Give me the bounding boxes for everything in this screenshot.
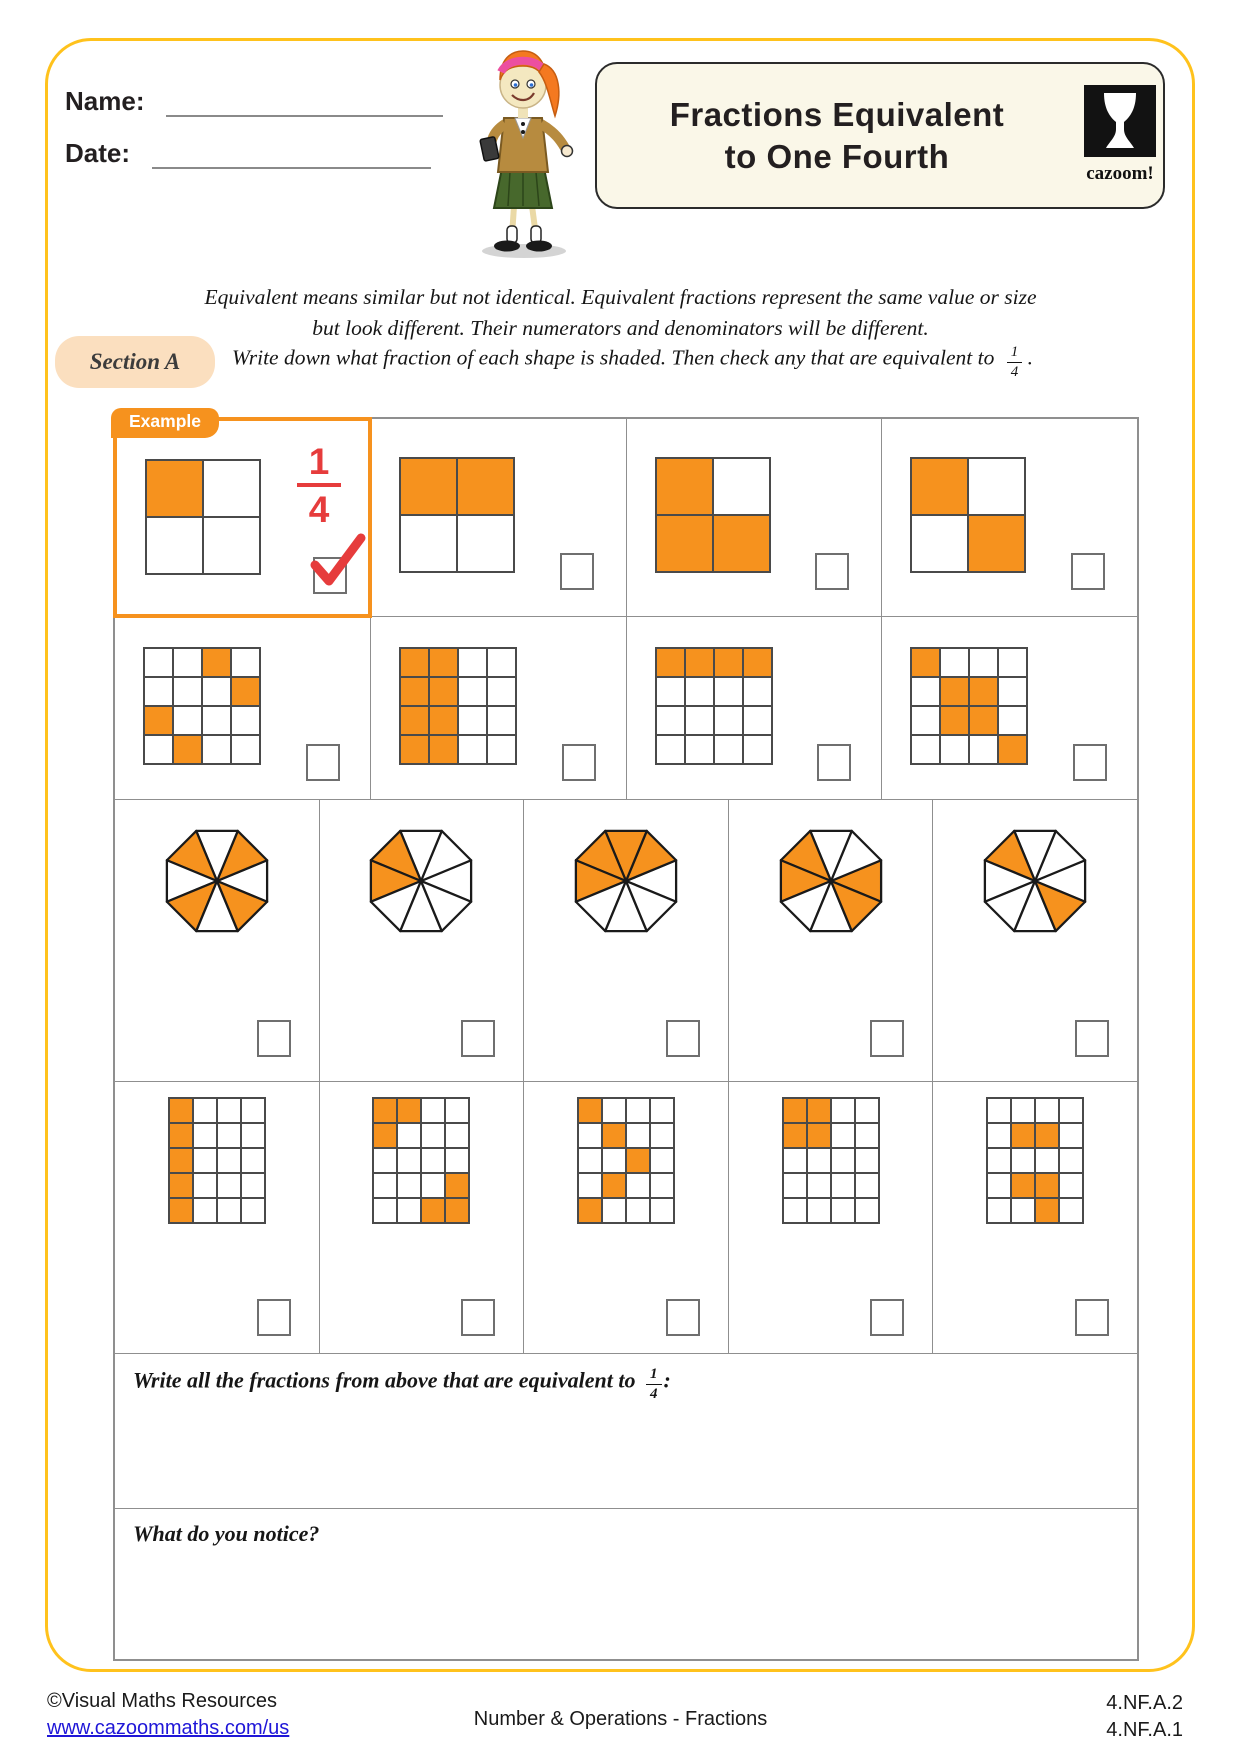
grid-cell xyxy=(686,678,713,705)
grid-cell xyxy=(579,1124,601,1147)
worksheet-cell-row1-3 xyxy=(626,419,882,616)
grid-cell xyxy=(145,649,172,676)
grid-cell xyxy=(715,678,742,705)
grid-fraction-shape xyxy=(143,647,261,765)
grid-cell xyxy=(657,707,684,734)
grid-cell xyxy=(988,1124,1010,1147)
grid-cell xyxy=(579,1149,601,1172)
grid-fraction-shape xyxy=(399,457,515,573)
grid-cell xyxy=(398,1174,420,1197)
grid-cell xyxy=(203,707,230,734)
worksheet-cell-row3-1 xyxy=(115,800,319,1081)
grid-cell-shaded xyxy=(744,649,771,676)
grid-cell xyxy=(714,459,769,514)
worksheet-cell-row2-3 xyxy=(626,617,882,799)
cazoom-goblet-icon xyxy=(1084,85,1156,157)
grid-cell-shaded xyxy=(657,649,684,676)
answer-checkbox[interactable] xyxy=(666,1299,700,1336)
fraction-numerator: 1 xyxy=(646,1366,662,1385)
grid-cell xyxy=(941,736,968,763)
question-1-fraction xyxy=(646,1366,662,1404)
grid-cell xyxy=(458,516,513,571)
question-2-box[interactable] xyxy=(115,1508,1137,1659)
grid-cell xyxy=(988,1174,1010,1197)
grid-cell xyxy=(856,1124,878,1147)
grid-cell xyxy=(194,1149,216,1172)
grid-cell xyxy=(686,707,713,734)
standard-code-2: 4.NF.A.1 xyxy=(1106,1719,1183,1741)
grid-cell-shaded xyxy=(398,1099,420,1122)
grid-cell xyxy=(988,1199,1010,1222)
grid-cell-shaded xyxy=(147,461,202,516)
grid-cell-shaded xyxy=(941,678,968,705)
grid-cell xyxy=(422,1124,444,1147)
worksheet-cell-row4-4 xyxy=(728,1082,933,1353)
grid-fraction-shape xyxy=(655,457,771,573)
grid-cell xyxy=(715,736,742,763)
title-line-2: to One Fourth xyxy=(724,137,950,175)
grid-cell xyxy=(1036,1099,1058,1122)
footer-center-text: Number & Operations - Fractions xyxy=(473,1708,768,1730)
grid-cell xyxy=(194,1174,216,1197)
footer-standards xyxy=(1106,1690,1183,1744)
answer-checkbox[interactable] xyxy=(1073,744,1107,781)
fraction-denominator: 4 xyxy=(650,1386,658,1403)
grid-cell xyxy=(627,1099,649,1122)
grid-cell-shaded xyxy=(374,1099,396,1122)
grid-fraction-shape xyxy=(910,647,1028,765)
grid-cell-shaded xyxy=(401,459,456,514)
grid-cell xyxy=(808,1149,830,1172)
fraction-numerator: 1 xyxy=(1007,344,1023,363)
answer-checkbox[interactable] xyxy=(306,744,340,781)
grid-cell-shaded xyxy=(170,1124,192,1147)
worksheet-cell-row4-5 xyxy=(932,1082,1137,1353)
answer-checkbox[interactable] xyxy=(870,1020,904,1057)
answer-checkbox[interactable] xyxy=(666,1020,700,1057)
grid-cell-shaded xyxy=(145,707,172,734)
octagon-fraction-shape xyxy=(362,822,480,945)
grid-cell xyxy=(174,649,201,676)
grid-cell xyxy=(459,649,486,676)
grid-cell xyxy=(912,678,939,705)
grid-cell-shaded xyxy=(579,1099,601,1122)
grid-cell xyxy=(579,1174,601,1197)
answer-checkbox[interactable] xyxy=(313,557,347,594)
grid-cell xyxy=(488,678,515,705)
worksheet-cell-row4-1 xyxy=(115,1082,319,1353)
grid-cell-shaded xyxy=(430,736,457,763)
grid-cell xyxy=(912,516,967,571)
grid-cell-shaded xyxy=(999,736,1026,763)
grid-cell xyxy=(488,707,515,734)
grid-cell-shaded xyxy=(170,1149,192,1172)
grid-cell xyxy=(147,518,202,573)
grid-cell xyxy=(446,1149,468,1172)
grid-cell xyxy=(174,678,201,705)
grid-cell-shaded xyxy=(232,678,259,705)
grid-cell xyxy=(941,649,968,676)
date-write-line[interactable] xyxy=(152,143,431,169)
grid-cell xyxy=(988,1149,1010,1172)
grid-cell xyxy=(204,518,259,573)
grid-cell-shaded xyxy=(657,459,712,514)
grid-cell-shaded xyxy=(401,707,428,734)
question-2-text: What do you notice? xyxy=(133,1521,320,1546)
grid-cell xyxy=(627,1124,649,1147)
grid-cell xyxy=(784,1174,806,1197)
grid-fraction-shape xyxy=(399,647,517,765)
grid-cell xyxy=(808,1199,830,1222)
grid-cell xyxy=(651,1099,673,1122)
grid-cell xyxy=(657,678,684,705)
grid-cell xyxy=(657,736,684,763)
shape-row-3 xyxy=(115,799,1137,1081)
grid-cell-shaded xyxy=(686,649,713,676)
grid-cell xyxy=(422,1174,444,1197)
grid-cell xyxy=(999,678,1026,705)
grid-cell-shaded xyxy=(170,1099,192,1122)
worksheet-cell-row2-4 xyxy=(881,617,1137,799)
worksheet-cell-row1-2 xyxy=(370,419,626,616)
grid-cell-shaded xyxy=(808,1124,830,1147)
intro-line-2: but look different. Their numerators and denominators will be different. xyxy=(312,315,929,340)
octagon-fraction-shape xyxy=(976,822,1094,945)
grid-cell-shaded xyxy=(970,707,997,734)
grid-cell xyxy=(912,707,939,734)
grid-cell xyxy=(242,1149,264,1172)
grid-cell-shaded xyxy=(446,1174,468,1197)
grid-cell xyxy=(832,1124,854,1147)
cartoon-girl-illustration xyxy=(462,40,584,267)
grid-cell xyxy=(218,1174,240,1197)
grid-cell xyxy=(832,1149,854,1172)
grid-cell-shaded xyxy=(1012,1124,1034,1147)
answer-checkbox[interactable] xyxy=(1075,1299,1109,1336)
grid-fraction-shape xyxy=(910,457,1026,573)
title-box xyxy=(595,62,1165,209)
grid-cell xyxy=(1036,1149,1058,1172)
grid-cell xyxy=(242,1124,264,1147)
answer-checkbox[interactable] xyxy=(562,744,596,781)
section-a-instruction xyxy=(232,344,1162,382)
grid-cell-shaded xyxy=(458,459,513,514)
grid-fraction-shape xyxy=(782,1097,880,1224)
grid-cell xyxy=(1060,1149,1082,1172)
grid-cell xyxy=(459,678,486,705)
worksheet-cell-row1-4 xyxy=(881,419,1137,616)
worksheet-cell-row4-2 xyxy=(319,1082,524,1353)
answer-checkbox[interactable] xyxy=(257,1299,291,1336)
grid-cell xyxy=(218,1199,240,1222)
grid-cell-shaded xyxy=(374,1124,396,1147)
grid-cell xyxy=(744,707,771,734)
grid-cell-shaded xyxy=(170,1199,192,1222)
name-row xyxy=(65,86,443,117)
grid-cell xyxy=(1060,1174,1082,1197)
grid-cell xyxy=(832,1174,854,1197)
grid-cell xyxy=(808,1174,830,1197)
worksheet-cell-row3-5 xyxy=(932,800,1137,1081)
grid-cell xyxy=(218,1124,240,1147)
grid-cell xyxy=(1060,1099,1082,1122)
grid-cell xyxy=(374,1149,396,1172)
grid-cell-shaded xyxy=(603,1124,625,1147)
answer-checkbox[interactable] xyxy=(560,553,594,590)
grid-cell xyxy=(446,1124,468,1147)
grid-fraction-shape xyxy=(168,1097,266,1224)
worksheet-cell-row3-3 xyxy=(523,800,728,1081)
date-label: Date: xyxy=(65,138,131,168)
answer-checkbox[interactable] xyxy=(461,1020,495,1057)
worksheet-cell-row4-3 xyxy=(523,1082,728,1353)
grid-fraction-shape xyxy=(372,1097,470,1224)
answer-checkbox[interactable] xyxy=(817,744,851,781)
grid-cell xyxy=(651,1124,673,1147)
title-line-1: Fractions Equivalent xyxy=(669,96,1005,133)
grid-cell xyxy=(145,678,172,705)
grid-fraction-shape xyxy=(986,1097,1084,1224)
grid-cell xyxy=(488,649,515,676)
grid-cell xyxy=(651,1174,673,1197)
grid-cell xyxy=(970,736,997,763)
answer-checkbox[interactable] xyxy=(1075,1020,1109,1057)
worksheet-table xyxy=(113,411,1139,1661)
worksheet-title xyxy=(615,94,1059,178)
octagon-fraction-shape xyxy=(567,822,685,945)
grid-cell xyxy=(856,1149,878,1172)
section-a-badge: Section A xyxy=(55,336,215,388)
answer-checkbox[interactable] xyxy=(257,1020,291,1057)
grid-cell xyxy=(832,1199,854,1222)
grid-cell-shaded xyxy=(657,516,712,571)
standard-code-1: 4.NF.A.2 xyxy=(1106,1692,1183,1714)
grid-cell xyxy=(686,736,713,763)
grid-cell xyxy=(603,1149,625,1172)
fraction-denominator: 4 xyxy=(1010,364,1019,381)
worksheet-cell-row3-4 xyxy=(728,800,933,1081)
answer-checkbox[interactable] xyxy=(815,553,849,590)
grid-cell xyxy=(374,1199,396,1222)
grid-cell-shaded xyxy=(401,678,428,705)
grid-cell-shaded xyxy=(174,736,201,763)
grid-cell-shaded xyxy=(1036,1199,1058,1222)
grid-cell xyxy=(1012,1149,1034,1172)
grid-cell-shaded xyxy=(912,459,967,514)
grid-cell-shaded xyxy=(941,707,968,734)
grid-cell-shaded xyxy=(808,1099,830,1122)
grid-cell xyxy=(422,1149,444,1172)
question-1-box[interactable] xyxy=(115,1353,1137,1508)
grid-cell-shaded xyxy=(430,678,457,705)
grid-cell xyxy=(627,1174,649,1197)
grid-cell xyxy=(784,1149,806,1172)
date-row xyxy=(65,138,431,169)
example-answer-fraction: 1 4 xyxy=(297,443,341,528)
grid-fraction-shape xyxy=(655,647,773,765)
grid-cell xyxy=(912,736,939,763)
cazoommaths-link[interactable]: www.cazoommaths.com/us xyxy=(47,1717,290,1739)
grid-cell xyxy=(145,736,172,763)
octagon-fraction-shape xyxy=(772,822,890,945)
grid-cell xyxy=(970,649,997,676)
grid-cell-shaded xyxy=(1036,1174,1058,1197)
answer-checkbox[interactable] xyxy=(461,1299,495,1336)
grid-cell xyxy=(242,1199,264,1222)
grid-cell xyxy=(744,736,771,763)
grid-cell xyxy=(218,1099,240,1122)
grid-cell xyxy=(1012,1099,1034,1122)
grid-cell xyxy=(204,461,259,516)
grid-cell xyxy=(459,707,486,734)
question-1-text: Write all the fractions from above that are equivalent to xyxy=(133,1367,636,1393)
answer-checkbox[interactable] xyxy=(1071,553,1105,590)
grid-cell-shaded xyxy=(1036,1124,1058,1147)
grid-cell xyxy=(459,736,486,763)
shape-row-1 xyxy=(115,411,1137,616)
grid-cell xyxy=(651,1149,673,1172)
grid-cell xyxy=(715,707,742,734)
copyright-text: ©Visual Maths Resources xyxy=(47,1690,278,1712)
grid-cell-shaded xyxy=(203,649,230,676)
grid-cell xyxy=(999,707,1026,734)
grid-cell xyxy=(398,1124,420,1147)
grid-cell-shaded xyxy=(784,1099,806,1122)
answer-checkbox[interactable] xyxy=(870,1299,904,1336)
grid-cell-shaded xyxy=(714,516,769,571)
grid-cell xyxy=(1060,1124,1082,1147)
grid-cell xyxy=(203,678,230,705)
instruction-period: . xyxy=(1027,345,1033,370)
grid-cell xyxy=(856,1199,878,1222)
one-fourth-fraction xyxy=(1007,344,1023,382)
grid-cell-shaded xyxy=(170,1174,192,1197)
grid-cell-shaded xyxy=(969,516,1024,571)
grid-cell xyxy=(627,1199,649,1222)
grid-cell xyxy=(422,1099,444,1122)
worksheet-cell-row2-2 xyxy=(370,617,626,799)
grid-cell-shaded xyxy=(446,1199,468,1222)
shape-row-2 xyxy=(115,616,1137,799)
grid-cell xyxy=(988,1099,1010,1122)
grid-cell-shaded xyxy=(627,1149,649,1172)
grid-cell xyxy=(194,1099,216,1122)
grid-cell xyxy=(784,1199,806,1222)
grid-cell xyxy=(651,1199,673,1222)
grid-cell-shaded xyxy=(603,1174,625,1197)
grid-cell-shaded xyxy=(1012,1174,1034,1197)
grid-cell xyxy=(398,1199,420,1222)
name-write-line[interactable] xyxy=(166,91,443,117)
grid-cell xyxy=(242,1174,264,1197)
grid-cell-shaded xyxy=(912,649,939,676)
worksheet-cell-row1-1 xyxy=(115,411,370,616)
grid-cell-shaded xyxy=(430,649,457,676)
grid-cell xyxy=(856,1174,878,1197)
grid-cell xyxy=(242,1099,264,1122)
grid-cell xyxy=(856,1099,878,1122)
grid-cell xyxy=(969,459,1024,514)
grid-cell xyxy=(194,1124,216,1147)
grid-cell xyxy=(203,736,230,763)
grid-cell-shaded xyxy=(784,1124,806,1147)
grid-cell xyxy=(446,1099,468,1122)
grid-fraction-shape xyxy=(577,1097,675,1224)
worksheet-cell-row2-1 xyxy=(115,617,370,799)
grid-cell xyxy=(603,1199,625,1222)
grid-fraction-shape xyxy=(145,459,261,575)
grid-cell xyxy=(194,1199,216,1222)
intro-line-1: Equivalent means similar but not identical. Equivalent fractions represent the same value or size xyxy=(204,285,1037,309)
grid-cell-shaded xyxy=(430,707,457,734)
grid-cell xyxy=(1012,1199,1034,1222)
grid-cell-shaded xyxy=(715,649,742,676)
grid-cell xyxy=(744,678,771,705)
cazoom-logo-text: cazoom! xyxy=(1086,163,1154,184)
example-tab-label: Example xyxy=(111,408,219,438)
grid-cell xyxy=(488,736,515,763)
grid-cell xyxy=(1060,1199,1082,1222)
grid-cell xyxy=(398,1149,420,1172)
grid-cell xyxy=(174,707,201,734)
grid-cell-shaded xyxy=(401,649,428,676)
grid-cell xyxy=(401,516,456,571)
intro-paragraph xyxy=(80,282,1161,343)
cazoom-logo xyxy=(1083,85,1157,185)
grid-cell xyxy=(374,1174,396,1197)
grid-cell xyxy=(832,1099,854,1122)
octagon-fraction-shape xyxy=(158,822,276,945)
instruction-text: Write down what fraction of each shape is shaded. Then check any that are equivalent to xyxy=(232,345,995,370)
question-1-colon: : xyxy=(663,1367,671,1393)
grid-cell xyxy=(603,1099,625,1122)
grid-cell xyxy=(232,707,259,734)
grid-cell xyxy=(232,736,259,763)
grid-cell xyxy=(232,649,259,676)
shape-row-4 xyxy=(115,1081,1137,1353)
name-label: Name: xyxy=(65,86,145,116)
grid-cell-shaded xyxy=(579,1199,601,1222)
grid-cell-shaded xyxy=(970,678,997,705)
worksheet-cell-row3-2 xyxy=(319,800,524,1081)
grid-cell xyxy=(218,1149,240,1172)
grid-cell xyxy=(999,649,1026,676)
grid-cell-shaded xyxy=(401,736,428,763)
grid-cell-shaded xyxy=(422,1199,444,1222)
